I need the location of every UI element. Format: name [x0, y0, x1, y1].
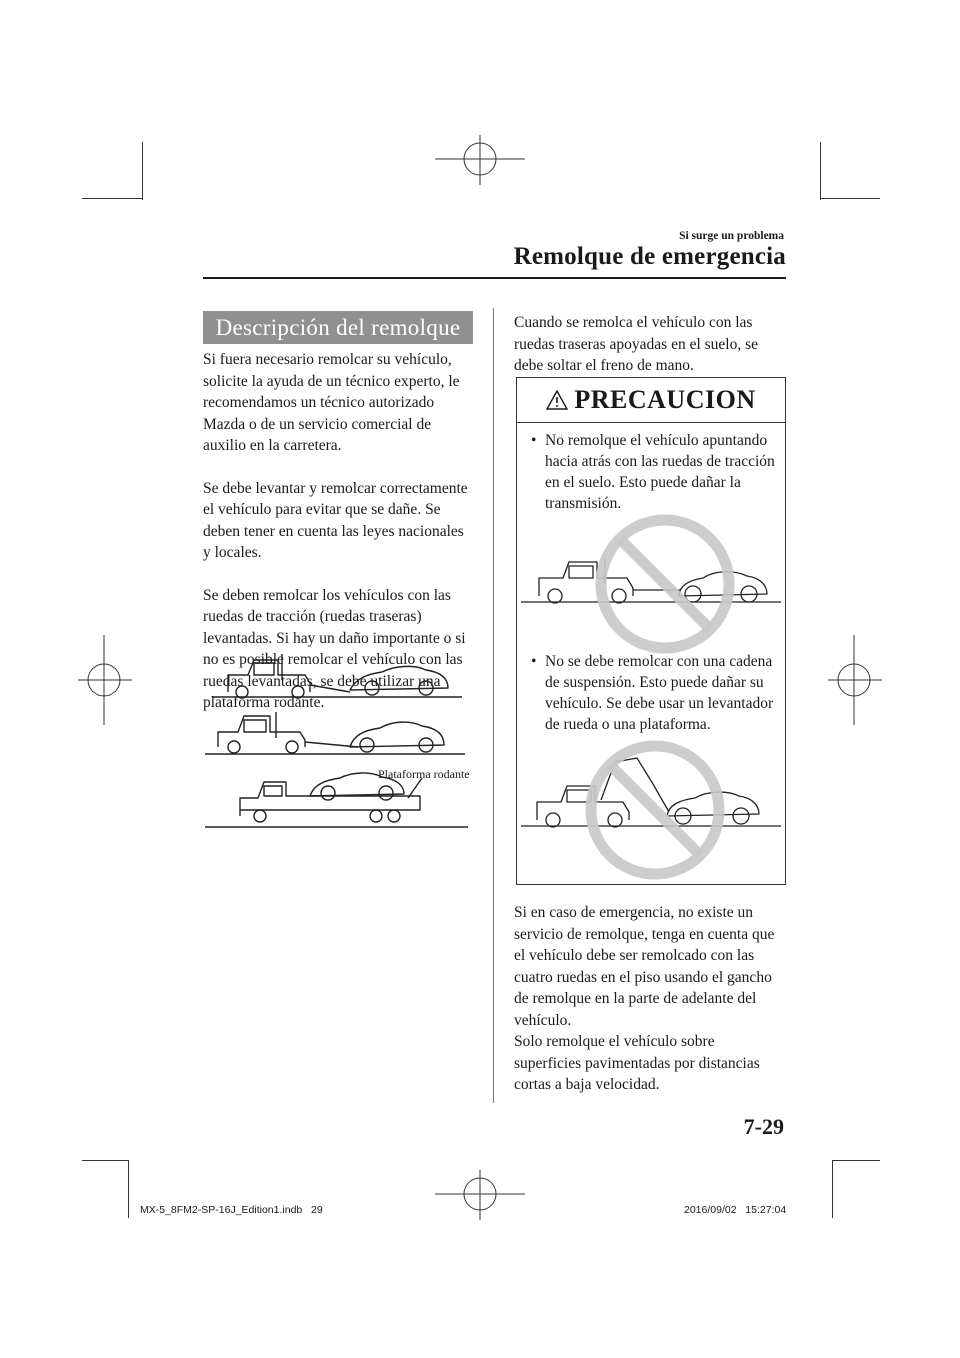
caution-bullet-1 [531, 430, 779, 514]
caution-bullet-text: No remolque el vehículo apuntando hacia atrás con las ruedas de tracción en el suelo. Esto puede dañar la transmisión. [545, 432, 775, 512]
prohibited-reverse-tow-illustration [519, 510, 783, 660]
left-paragraph-3: Se deben remolcar los vehículos con las ruedas de tracción (ruedas traseras) levantadas. Si hay un daño importante o si no es posible remolcar el vehículo con las ruedas levantadas, se debe utilizar una plataforma rodante. [203, 586, 466, 711]
closing-paragraph-2: Solo remolque el vehículo sobre superficies pavimentadas por distancias cortas a baja velocidad. [514, 1033, 760, 1093]
header-title: Remolque de emergencia [513, 243, 786, 270]
registration-mark-bottom [435, 1170, 525, 1220]
caution-bullet-text: No se debe remolcar con una cadena de suspensión. Esto puede dañar su vehículo. Se debe usar un levantador de rueda o una plataforma. [545, 653, 774, 733]
right-intro: Cuando se remolca el vehículo con las ruedas traseras apoyadas en el suelo, se debe soltar el freno de mano. [514, 314, 759, 374]
section-heading: Descripción del remolque [203, 311, 473, 344]
caution-title: PRECAUCION [574, 385, 756, 414]
figure-label-plataforma: Plataforma rodante [378, 767, 470, 781]
header-rule [203, 277, 786, 279]
closing-paragraph-1: Si en caso de emergencia, no existe un servicio de remolque, tenga en cuenta que el vehículo debe ser remolcado con las cuatro ruedas en el piso usando el gancho de remolque en la parte de adelante del vehículo. [514, 904, 775, 1029]
left-paragraph-1: Si fuera necesario remolcar su vehículo, solicite la ayuda de un técnico experto, le recomendamos un técnico autorizado Mazda o de un servicio comercial de auxilio en la carretera. [203, 351, 460, 454]
caution-bullet-2 [531, 651, 779, 735]
caution-header [517, 378, 785, 422]
right-closing-text [514, 902, 784, 1096]
page-number: 7-29 [743, 1114, 784, 1139]
bullet-dot: • [531, 653, 537, 670]
registration-mark-left [78, 635, 132, 725]
registration-mark-right [828, 635, 882, 725]
registration-mark-top [435, 135, 525, 185]
column-divider [493, 308, 494, 1103]
warning-triangle-icon [546, 390, 568, 410]
footer-timestamp: 2016/09/02 15:27:04 [684, 1204, 787, 1216]
prohibited-chain-tow-illustration [519, 734, 783, 880]
caution-rule [517, 422, 785, 423]
left-paragraph-2: Se debe levantar y remolcar correctamente el vehículo para evitar que se dañe. Se deben tener en cuenta las leyes nacionales y locales. [203, 479, 468, 561]
header-section-label: Si surge un problema [679, 230, 784, 242]
bullet-dot: • [531, 432, 537, 449]
towing-methods-illustration [200, 650, 475, 832]
caution-box [516, 377, 786, 885]
footer-file-info: MX-5_8FM2-SP-16J_Edition1.indb 29 [140, 1204, 323, 1216]
